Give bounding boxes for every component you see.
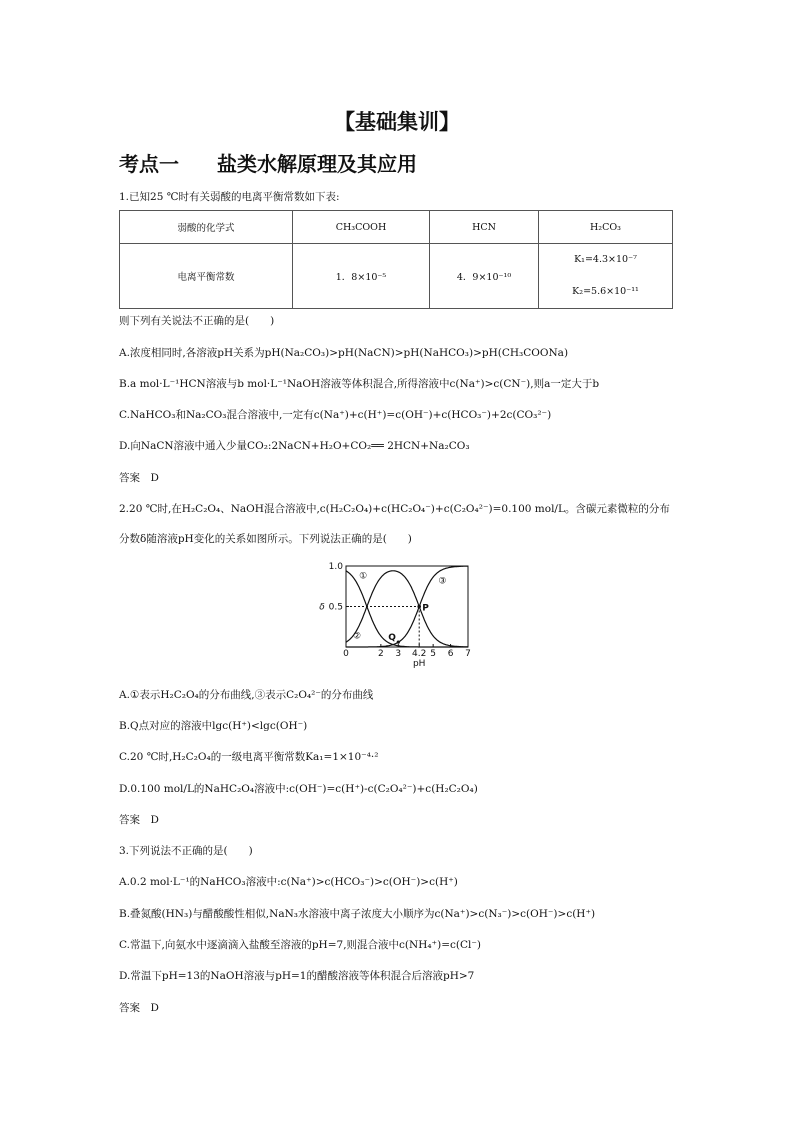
table-header-formula: 弱酸的化学式 bbox=[120, 211, 293, 244]
k1-value: K₁=4.3×10⁻⁷ bbox=[574, 254, 637, 265]
q1-answer: 答案 D bbox=[119, 472, 159, 484]
q2-option-d: D.0.100 mol/L的NaHC₂O₄溶液中:c(OH⁻)=c(H⁺)-c(C₂O₄²⁻)+c(H₂C₂O₄) bbox=[119, 783, 478, 795]
x-tick-label: 5 bbox=[430, 649, 437, 659]
x-tick-label: 6 bbox=[447, 649, 454, 659]
q2-option-c: C.20 ℃时,H₂C₂O₄的一级电离平衡常数Ka₁=1×10⁻⁴·² bbox=[119, 751, 379, 763]
q3-option-c: C.常温下,向氨水中逐滴滴入盐酸至溶液的pH=7,则混合液中c(NH₄⁺)=c(Cl⁻) bbox=[119, 939, 482, 951]
table-header-hcn: HCN bbox=[430, 211, 539, 244]
x-tick-label: 3 bbox=[395, 649, 402, 659]
q2-option-b: B.Q点对应的溶液中lgc(H⁺)<lgc(OH⁻) bbox=[119, 720, 308, 732]
series-marker-1: ① bbox=[359, 571, 368, 582]
table-header-ch3cooh: CH₃COOH bbox=[293, 211, 430, 244]
k2-value: K₂=5.6×10⁻¹¹ bbox=[572, 286, 639, 297]
q2-stem-line1: 2.20 ℃时,在H₂C₂O₄、NaOH混合溶液中,c(H₂C₂O₄)+c(HC₂O₄⁻)+c(C₂O₄²⁻)=0.100 mol/L。含碳元素微粒的分布 bbox=[119, 503, 670, 515]
point-p bbox=[417, 605, 421, 609]
point-p-label: P bbox=[422, 603, 429, 614]
table-header-h2co3: H₂CO₃ bbox=[539, 211, 673, 244]
curve-2-hc2o4 bbox=[346, 571, 468, 647]
x-tick-label: 7 bbox=[465, 649, 471, 659]
q1-option-c: C.NaHCO₃和Na₂CO₃混合溶液中,一定有c(Na⁺)+c(H⁺)=c(OH⁻)+c(HCO₃⁻)+2c(CO₃²⁻) bbox=[119, 409, 552, 421]
acid-constant-table bbox=[119, 210, 673, 309]
q1-question: 则下列有关说法不正确的是( ) bbox=[119, 315, 275, 327]
page-title: 【基础集训】 bbox=[334, 110, 460, 134]
series-marker-2: ② bbox=[352, 631, 362, 642]
q2-stem-line2: 分数δ随溶液pH变化的关系如图所示。下列说法正确的是( ) bbox=[119, 533, 412, 545]
q3-stem: 3.下列说法不正确的是( ) bbox=[119, 845, 253, 857]
q1-option-b: B.a mol·L⁻¹HCN溶液与b mol·L⁻¹NaOH溶液等体积混合,所得溶液中c(Na⁺)>c(CN⁻),则a一定大于b bbox=[119, 378, 600, 390]
y-axis-label: δ bbox=[319, 602, 325, 613]
y-tick-label: 1.0 bbox=[328, 562, 343, 572]
q3-option-d: D.常温下pH=13的NaOH溶液与pH=1的醋酸溶液等体积混合后溶液pH>7 bbox=[119, 970, 475, 982]
table-cell-h2co3 bbox=[539, 244, 673, 309]
curve-1-h2c2o4 bbox=[346, 571, 468, 647]
table-cell-ch3cooh: 1．8×10⁻⁵ bbox=[293, 244, 430, 309]
q2-option-a: A.①表示H₂C₂O₄的分布曲线,③表示C₂O₄²⁻的分布曲线 bbox=[119, 689, 374, 701]
q1-stem: 1.已知25 ℃时有关弱酸的电离平衡常数如下表: bbox=[119, 191, 340, 203]
q3-option-b: B.叠氮酸(HN₃)与醋酸酸性相似,NaN₃水溶液中离子浓度大小顺序为c(Na⁺)>c(N₃⁻)>c(OH⁻)>c(H⁺) bbox=[119, 908, 596, 920]
y-tick-label: 0.5 bbox=[328, 602, 343, 613]
x-tick-label: 2 bbox=[377, 649, 384, 659]
table-cell-hcn: 4．9×10⁻¹⁰ bbox=[430, 244, 539, 309]
table-row-label: 电离平衡常数 bbox=[120, 244, 293, 309]
q1-option-d: D.向NaCN溶液中通入少量CO₂:2NaCN+H₂O+CO₂══ 2HCN+Na₂CO₃ bbox=[119, 440, 470, 452]
q3-answer: 答案 D bbox=[119, 1002, 159, 1014]
section-number: 考点一 bbox=[119, 152, 179, 176]
distribution-chart bbox=[310, 558, 485, 670]
section-heading bbox=[119, 148, 417, 177]
series-marker-3: ③ bbox=[438, 576, 447, 587]
q2-answer: 答案 D bbox=[119, 814, 159, 826]
x-tick-label: 4.2 bbox=[412, 649, 427, 659]
point-q-label: Q bbox=[388, 633, 396, 644]
point-q bbox=[397, 641, 400, 644]
q1-option-a: A.浓度相同时,各溶液pH关系为pH(Na₂CO₃)>pH(NaCN)>pH(NaHCO₃)>pH(CH₃COONa) bbox=[119, 347, 569, 359]
q3-option-a: A.0.2 mol·L⁻¹的NaHCO₃溶液中:c(Na⁺)>c(HCO₃⁻)>c(OH⁻)>c(H⁺) bbox=[119, 876, 458, 888]
x-tick-label: 0 bbox=[343, 649, 349, 659]
x-axis-label: pH bbox=[412, 659, 426, 669]
section-title: 盐类水解原理及其应用 bbox=[217, 152, 417, 176]
